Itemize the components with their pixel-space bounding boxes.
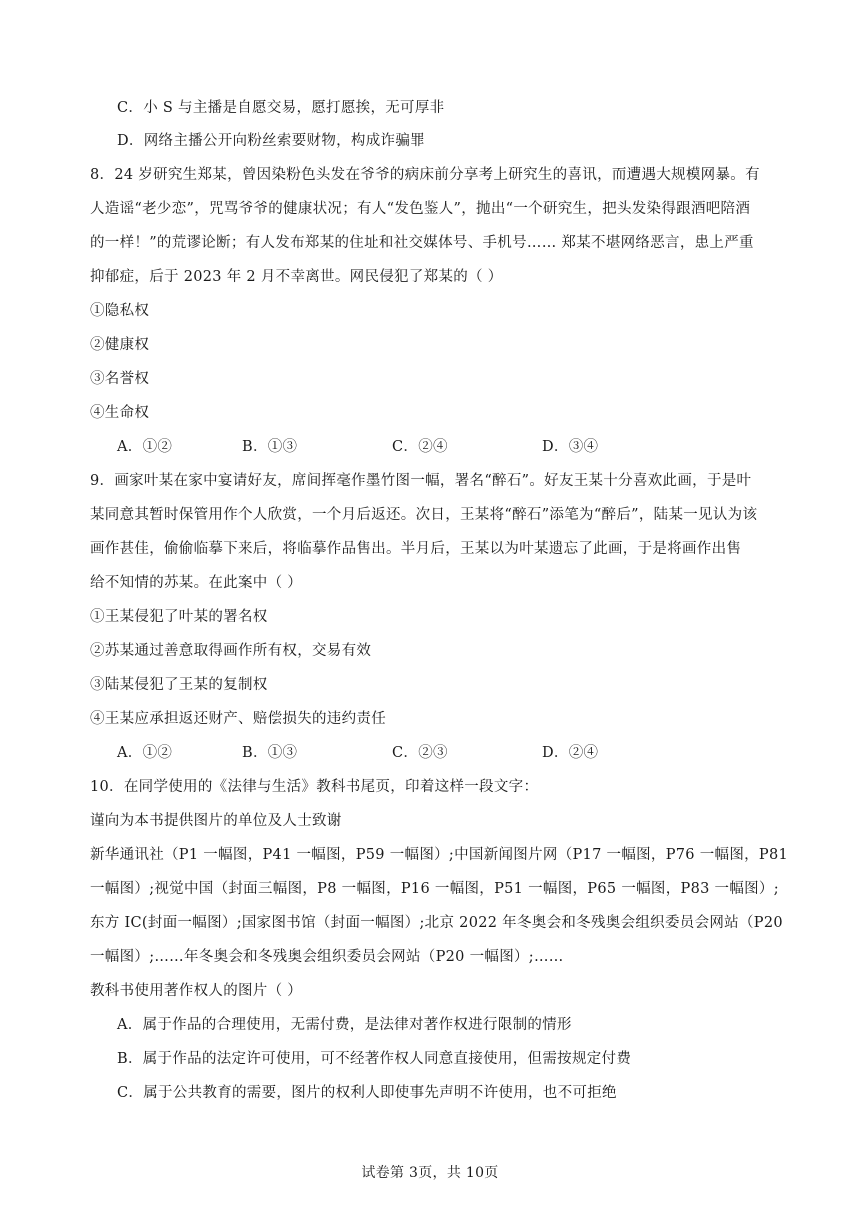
- q8-item-4: ④生命权: [90, 405, 150, 421]
- q9-options: [0, 743, 860, 763]
- q8-item-2: ②健康权: [90, 337, 150, 353]
- q8-stem-line-4: 抑郁症，后于 2023 年 2 月不幸离世。网民侵犯了郑某的（ ）: [90, 269, 503, 285]
- q8-stem-line-1: 8．24 岁研究生郑某，曾因染粉色头发在爷爷的病床前分享考上研究生的喜讯，而遭遇大规模网暴。有: [90, 167, 760, 183]
- q9-item-1: ①王某侵犯了叶某的署名权: [90, 609, 268, 625]
- q9-option-d: D．②④: [542, 745, 599, 761]
- q8-option-d: D．③④: [542, 439, 599, 455]
- q9-item-3: ③陆某侵犯了王某的复制权: [90, 677, 268, 693]
- q9-item-2: ②苏某通过善意取得画作所有权，交易有效: [90, 643, 372, 659]
- q9-option-b: B．①③: [242, 745, 298, 761]
- q9-option-a: A．①②: [117, 745, 173, 761]
- q9-stem-line-3: 画作甚佳，偷偷临摹下来后，将临摹作品售出。半月后，王某以为叶某遗忘了此画，于是将画作出售: [90, 541, 742, 557]
- q10-stem-line-5: 东方 IC(封面一幅图）;国家图书馆（封面一幅图）;北京 2022 年冬奥会和冬残奥会组织委员会网站（P20: [90, 915, 783, 931]
- q8-option-a: A．①②: [117, 439, 173, 455]
- page-footer: 试卷第 3页，共 10页: [361, 1165, 499, 1181]
- q9-option-c: C．②③: [392, 745, 448, 761]
- q8-stem-line-2: 人造谣“老少恋”，咒骂爷爷的健康状况；有人“发色鉴人”，抛出“一个研究生，把头发染得跟酒吧陪酒: [90, 201, 751, 217]
- q10-stem-line-1: 10．在同学使用的《法律与生活》教科书尾页，印着这样一段文字：: [90, 779, 539, 795]
- q8-item-1: ①隐私权: [90, 303, 150, 319]
- q9-stem-line-2: 某同意其暂时保管用作个人欣赏，一个月后返还。次日，王某将“醉石”添笔为“醉后”，陆某一见认为该: [90, 507, 758, 523]
- q10-stem-line-4: 一幅图）;视觉中国（封面三幅图，P8 一幅图，P16 一幅图，P51 一幅图，P65 一幅图，P83 一幅图）;: [90, 881, 779, 897]
- q8-item-3: ③名誉权: [90, 371, 150, 387]
- q8-option-c: C．②④: [392, 439, 448, 455]
- q9-stem-line-4: 给不知情的苏某。在此案中（ ）: [90, 575, 303, 591]
- q10-stem-line-2: 谨向为本书提供图片的单位及人士致谢: [90, 813, 342, 829]
- q10-option-a: A．属于作品的合理使用，无需付费，是法律对著作权进行限制的情形: [117, 1017, 572, 1033]
- q10-stem-line-6: 一幅图）;……年冬奥会和冬残奥会组织委员会网站（P20 一幅图）;……: [90, 949, 564, 965]
- q8-option-b: B．①③: [242, 439, 298, 455]
- q7-option-c: C．小 S 与主播是自愿交易，愿打愿挨，无可厚非: [117, 100, 445, 116]
- q8-options: [0, 437, 860, 457]
- q10-option-b: B．属于作品的法定许可使用，可不经著作权人同意直接使用，但需按规定付费: [117, 1051, 632, 1067]
- q9-stem-line-1: 9．画家叶某在家中宴请好友，席间挥毫作墨竹图一幅，署名“醉石”。好友王某十分喜欢此画，于是叶: [90, 473, 752, 489]
- q7-option-d: D．网络主播公开向粉丝索要财物，构成诈骗罪: [117, 133, 425, 149]
- q10-option-c: C．属于公共教育的需要，图片的权利人即使事先声明不许使用，也不可拒绝: [117, 1085, 617, 1101]
- q10-stem-line-7: 教科书使用著作权人的图片（ ）: [90, 983, 303, 999]
- q10-stem-line-3: 新华通讯社（P1 一幅图，P41 一幅图，P59 一幅图）;中国新闻图片网（P17 一幅图，P76 一幅图，P81: [90, 847, 789, 863]
- q8-stem-line-3: 的一样！”的荒谬论断；有人发布郑某的住址和社交媒体号、手机号…… 郑某不堪网络恶言，患上严重: [90, 235, 754, 251]
- q9-item-4: ④王某应承担返还财产、赔偿损失的违约责任: [90, 711, 386, 727]
